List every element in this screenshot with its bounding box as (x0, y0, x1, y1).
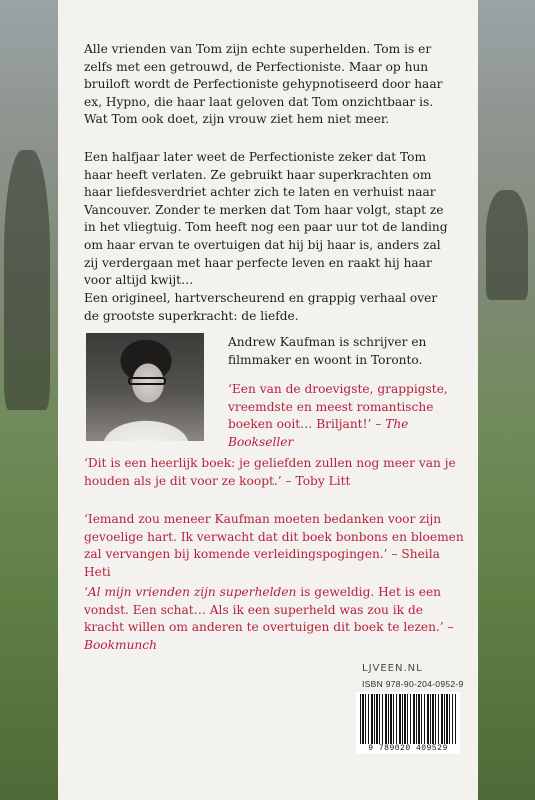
quote-text: ‘Een van de droevigste, grappigste, vreemdste en meest romantische boeken ooit… Briljant!’ – (228, 382, 448, 432)
quote-source: Bookmunch (84, 637, 157, 652)
quote-text: ‘Iemand zou meneer Kaufman moeten bedanken voor zijn gevoelige hart. Ik verwacht dat dit boek bonbons en bloemen zal vervangen bij komende verleidingspogingen.’ – (84, 512, 464, 562)
quote-text: ‘Dit is een heerlijk boek: je geliefden zullen nog meer van je houden als je dit voor ze koopt.’ – (84, 456, 456, 488)
isbn-label: ISBN 978-90-204-0952-9 (362, 679, 464, 689)
review-quote-3 (84, 511, 464, 581)
review-quote-1 (228, 381, 458, 451)
barcode-bars (360, 694, 456, 744)
publisher-logo: LJVEEN.NL (362, 663, 423, 674)
barcode (356, 692, 460, 754)
author-photo (86, 333, 204, 441)
quote-source: The Bookseller (228, 417, 409, 449)
review-quote-4 (84, 584, 464, 654)
blurb-paragraph-2: Een halfjaar later weet de Perfectioniste zeker dat Tom haar heeft verlaten. Ze gebruikt haar superkrachten om haar liefdesverdriet achter zich te laten en verhuist naar Vancouver. Zonder te merken dat Tom haar volgt, stapt ze in het vliegtuig. Tom heeft nog een paar uur tot de landing om haar ervan te overtuigen dat hij bij haar is, anders zal zij verdergaan met haar perfecte leven en raakt hij haar voor altijd kwijt… (84, 150, 448, 288)
quote-source: Sheila Heti (84, 547, 440, 579)
author-bio: Andrew Kaufman is schrijver en filmmaker en woont in Toronto. (228, 335, 427, 367)
quote-book-title: Al mijn vrienden zijn superhelden (87, 585, 297, 599)
quote-open: ‘ (84, 585, 88, 599)
review-quote-2 (84, 455, 464, 490)
quote-source: Toby Litt (295, 473, 351, 488)
glasses-icon (128, 377, 166, 385)
blurb-paragraph-3: Een origineel, hartverscheurend en grappig verhaal over de grootste superkracht: de liefde. (84, 291, 438, 323)
quote-text: is geweldig. Het is een vondst. Een schat… Als ik een superheld was zou ik de kracht willen om anderen te overtuigen dit boek te lezen.’ – (84, 585, 454, 635)
blurb-paragraph-1: Alle vrienden van Tom zijn echte superhelden. Tom is er zelfs met een getrouwd, de Perfectioniste. Maar op hun bruiloft wordt de Perfectioniste gehypnotiseerd door haar ex, Hypno, die haar laat geloven dat Tom onzichtbaar is. Wat Tom ook doet, zijn vrouw ziet hem niet meer. (84, 42, 443, 127)
barcode-digits: 9 789020 409529 (368, 744, 448, 753)
